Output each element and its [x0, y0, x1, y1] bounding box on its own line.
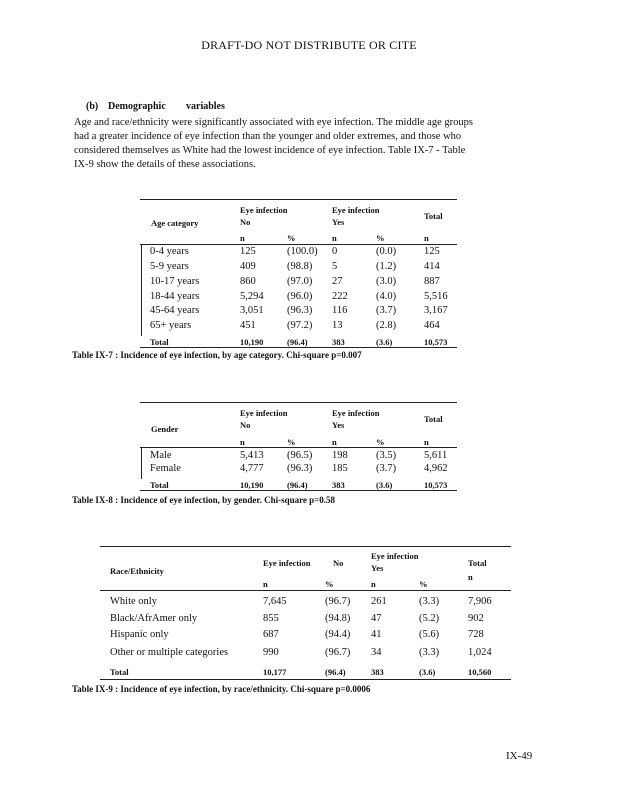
table-cell: 198 [332, 450, 348, 461]
table-cell: Male [150, 450, 172, 461]
table-cell: (3.3) [419, 647, 440, 658]
col-header-no-sub: No [240, 420, 251, 430]
table-cell: 185 [332, 463, 348, 474]
table-cell: 4,962 [424, 463, 448, 474]
table-cell: 887 [424, 276, 440, 287]
table-cell: 414 [424, 261, 440, 272]
table-total: (96.4) [325, 667, 346, 677]
table-rule [141, 447, 142, 479]
col-header-n: n [240, 233, 245, 243]
table-cell: 1,024 [468, 647, 492, 658]
col-header-yes-sub: Yes [371, 563, 384, 573]
col-header-total: Total [424, 211, 443, 221]
table-cell: White only [110, 596, 157, 607]
table-cell: (96.3) [287, 463, 313, 474]
col-header-pct: % [419, 579, 428, 589]
col-header-n: n [424, 233, 429, 243]
table-rule [140, 402, 457, 403]
table-cell: (1.2) [376, 261, 397, 272]
table-cell: 0-4 years [150, 246, 189, 257]
table-cell: (94.8) [325, 613, 351, 624]
table-total: 10,573 [424, 480, 448, 490]
section-label: (b) [86, 101, 99, 112]
table-cell: 125 [424, 246, 440, 257]
col-header-no: Eye infection [240, 408, 288, 418]
table-cell: (3.7) [376, 305, 397, 316]
table-rule [140, 347, 457, 348]
table-caption: Table IX-8 : Incidence of eye infection, by gender. Chi-square p=0.58 [72, 495, 336, 505]
col-header-pct: % [376, 233, 385, 243]
table-total: Total [150, 480, 169, 490]
table-cell: Female [150, 463, 181, 474]
table-cell: (96.7) [325, 596, 351, 607]
table-cell: 5,294 [240, 291, 264, 302]
table-cell: 0 [332, 246, 338, 257]
table-cell: (94.4) [325, 629, 351, 640]
col-header-yes: Eye infection [371, 551, 419, 561]
table-cell: 41 [371, 629, 382, 640]
table-cell: (5.2) [419, 613, 440, 624]
table-total: Total [150, 337, 169, 347]
col-header-n: n [424, 437, 429, 447]
table-total: (3.6) [376, 337, 393, 347]
table-rule [100, 679, 511, 680]
table-cell: 222 [332, 291, 348, 302]
table-total: 10,177 [263, 667, 287, 677]
table-cell: 990 [263, 647, 279, 658]
table-cell: 18-44 years [150, 291, 200, 302]
table-total: 383 [332, 480, 345, 490]
table-total: (3.6) [419, 667, 436, 677]
table-rule [100, 546, 511, 547]
table-rule [100, 590, 511, 591]
table-cell: 125 [240, 246, 256, 257]
table-cell: 7,906 [468, 596, 492, 607]
col-header-n: n [240, 437, 245, 447]
table-cell: (3.7) [376, 463, 397, 474]
col-header-yes: Eye infection [332, 408, 380, 418]
table-cell: (3.0) [376, 276, 397, 287]
paragraph-line: had a greater incidence of eye infection than the younger and older extremes, and those who [74, 131, 462, 142]
table-row-label-header: Age category [151, 218, 199, 228]
table-rule [140, 244, 457, 245]
col-header-n: n [468, 572, 473, 582]
table-cell: (100.0) [287, 246, 318, 257]
table-cell: (97.0) [287, 276, 313, 287]
table-total: 383 [332, 337, 345, 347]
col-header-no-sub: No [333, 558, 344, 568]
table-cell: Other or multiple categories [110, 647, 229, 658]
col-header-yes-sub: Yes [332, 420, 345, 430]
col-header-n: n [332, 437, 337, 447]
table-cell: 5,413 [240, 450, 264, 461]
table-cell: 687 [263, 629, 279, 640]
table-cell: (2.8) [376, 320, 397, 331]
col-header-n: n [263, 579, 268, 589]
section-title: Demographic [108, 101, 166, 112]
section-title-cont: variables [186, 101, 225, 112]
table-cell: (96.0) [287, 291, 313, 302]
table-cell: Black/AfrAmer only [110, 613, 198, 624]
table-total: 383 [371, 667, 384, 677]
table-row-label-header: Race/Ethnicity [110, 566, 164, 576]
table-row-label-header: Gender [151, 424, 179, 434]
table-total: (96.4) [287, 480, 308, 490]
col-header-pct: % [325, 579, 334, 589]
table-cell: (0.0) [376, 246, 397, 257]
table-cell: 451 [240, 320, 256, 331]
col-header-yes: Eye infection [332, 205, 380, 215]
table-total: 10,573 [424, 337, 448, 347]
table-cell: (96.7) [325, 647, 351, 658]
table-cell: 5,611 [424, 450, 448, 461]
table-cell: 3,167 [424, 305, 448, 316]
table-cell: 728 [468, 629, 484, 640]
table-cell: (4.0) [376, 291, 397, 302]
table-total: (96.4) [287, 337, 308, 347]
col-header-no-sub: No [240, 217, 251, 227]
col-header-no: Eye infection [240, 205, 288, 215]
table-caption: Table IX-7 : Incidence of eye infection, by age category. Chi-square p=0.007 [72, 350, 362, 360]
table-cell: 34 [371, 647, 382, 658]
col-header-yes-sub: Yes [332, 217, 345, 227]
table-rule [140, 447, 457, 448]
table-caption: Table IX-9 : Incidence of eye infection, by race/ethnicity. Chi-square p=0.0006 [72, 684, 371, 694]
col-header-pct: % [287, 233, 296, 243]
table-cell: (5.6) [419, 629, 440, 640]
table-cell: 5,516 [424, 291, 448, 302]
page-header: DRAFT-DO NOT DISTRIBUTE OR CITE [201, 38, 417, 52]
table-cell: 10-17 years [150, 276, 200, 287]
table-cell: (96.5) [287, 450, 313, 461]
table-cell: 860 [240, 276, 256, 287]
table-cell: 464 [424, 320, 440, 331]
col-header-no: Eye infection [263, 558, 311, 568]
table-cell: 45-64 years [150, 305, 200, 316]
table-cell: 7,645 [263, 596, 287, 607]
paragraph-line: Age and race/ethnicity were significantly associated with eye infection. The middle age groups [74, 117, 473, 128]
col-header-total: Total [468, 558, 487, 568]
table-cell: 27 [332, 276, 343, 287]
table-cell: 3,051 [240, 305, 264, 316]
table-cell: 116 [332, 305, 348, 316]
table-cell: 5 [332, 261, 338, 272]
table-cell: 902 [468, 613, 484, 624]
col-header-n: n [332, 233, 337, 243]
table-cell: (3.5) [376, 450, 397, 461]
table-total: 10,190 [240, 480, 264, 490]
table-cell: 5-9 years [150, 261, 189, 272]
table-total: (3.6) [376, 480, 393, 490]
table-rule [140, 199, 457, 200]
table-cell: (96.3) [287, 305, 313, 316]
table-cell: (3.3) [419, 596, 440, 607]
table-total: 10,560 [468, 667, 492, 677]
table-cell: 261 [371, 596, 387, 607]
paragraph-line: considered themselves as White had the lowest incidence of eye infection. Table IX-7 - Table [74, 145, 466, 156]
table-cell: Hispanic only [110, 629, 169, 640]
table-rule [140, 490, 457, 491]
col-header-pct: % [376, 437, 385, 447]
table-cell: 13 [332, 320, 343, 331]
col-header-pct: % [287, 437, 296, 447]
table-cell: 65+ years [150, 320, 192, 331]
page-number: IX-49 [506, 750, 533, 762]
col-header-n: n [371, 579, 376, 589]
table-rule [141, 244, 142, 336]
table-cell: (98.8) [287, 261, 313, 272]
col-header-total: Total [424, 414, 443, 424]
table-total: 10,190 [240, 337, 264, 347]
table-cell: 855 [263, 613, 279, 624]
table-cell: 409 [240, 261, 256, 272]
paragraph-line: IX-9 show the details of these associations. [74, 159, 256, 170]
table-cell: (97.2) [287, 320, 313, 331]
table-cell: 4,777 [240, 463, 264, 474]
table-cell: 47 [371, 613, 382, 624]
table-total: Total [110, 667, 129, 677]
